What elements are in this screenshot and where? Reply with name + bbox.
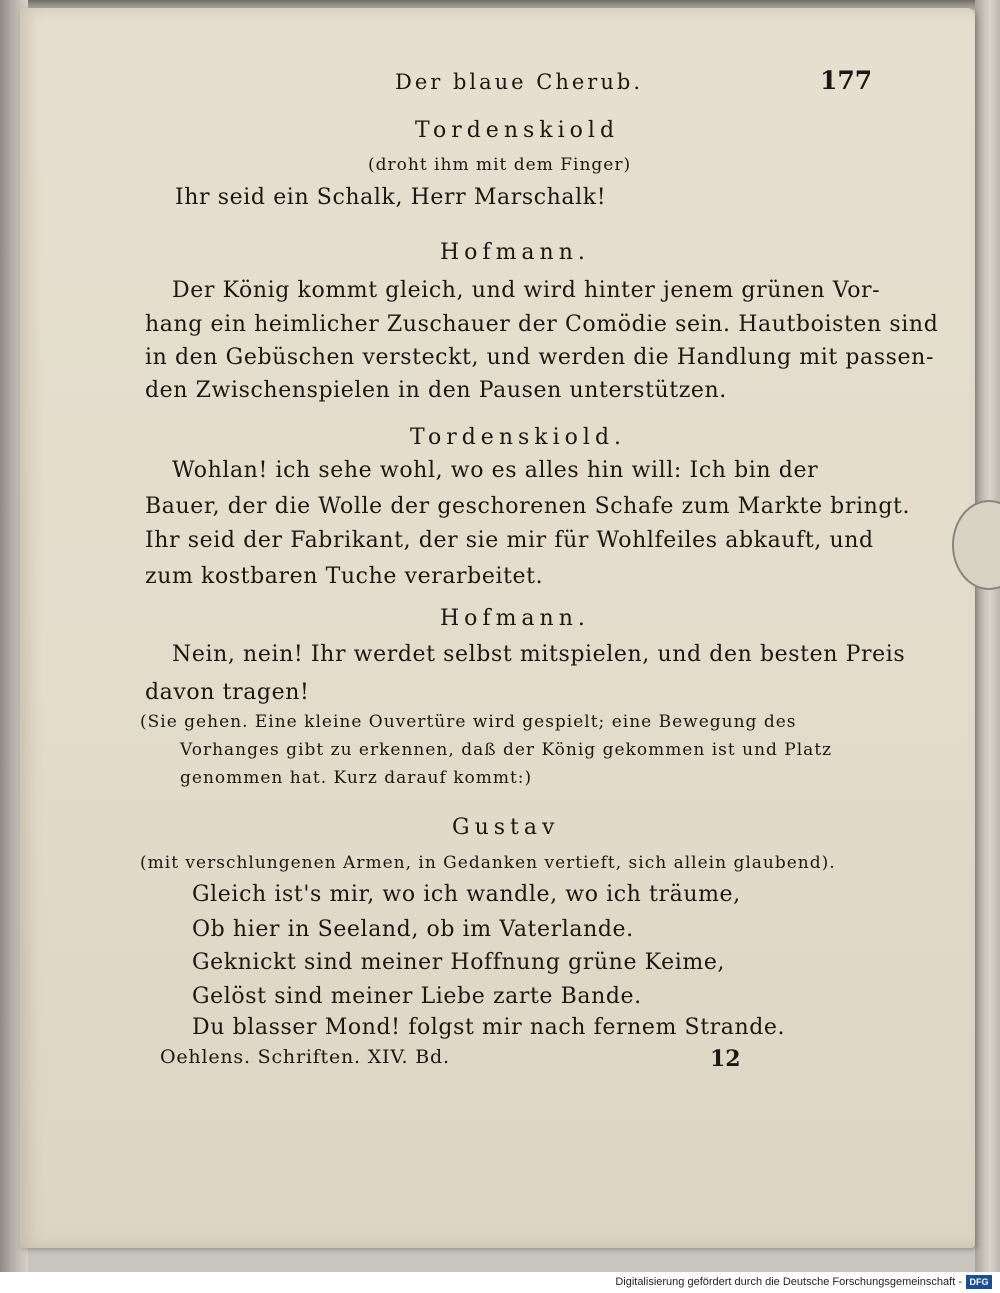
sheet-number: 12	[710, 1046, 741, 1072]
dialogue-line: Wohlan! ich sehe wohl, wo es alles hin will: Ich bin der	[172, 458, 819, 483]
verse-line: Du blasser Mond! folgst mir nach fernem Strande.	[192, 1015, 786, 1040]
dialogue-line: davon tragen!	[145, 680, 310, 705]
page-number: 177	[820, 66, 873, 95]
verse-line: Gelöst sind meiner Liebe zarte Bande.	[192, 984, 642, 1009]
stage-direction: (Sie gehen. Eine kleine Ouvertüre wird gespielt; eine Bewegung des	[140, 712, 797, 732]
speaker-name: Hofmann.	[440, 240, 590, 265]
verse-line: Gleich ist's mir, wo ich wandle, wo ich träume,	[192, 882, 741, 907]
footer-signature: Oehlens. Schriften. XIV. Bd.	[160, 1046, 450, 1068]
dialogue-line: hang ein heimlicher Zuschauer der Comödie sein. Hautboisten sind	[145, 312, 939, 337]
dialogue-line: Bauer, der die Wolle der geschorenen Schafe zum Markte bringt.	[145, 494, 911, 519]
stage-direction: (droht ihm mit dem Finger)	[368, 155, 632, 175]
running-head: Der blaue Cherub.	[395, 70, 643, 94]
dialogue-line: zum kostbaren Tuche verarbeitet.	[145, 564, 544, 589]
stage-direction: (mit verschlungenen Armen, in Gedanken vertieft, sich allein glaubend).	[140, 853, 836, 873]
dialogue-line: in den Gebüschen versteckt, und werden die Handlung mit passen-	[145, 345, 934, 370]
speaker-name: Tordenskiold	[415, 118, 620, 143]
dialogue-line: Ihr seid ein Schalk, Herr Marschalk!	[175, 185, 607, 210]
dfg-logo: DFG	[966, 1275, 992, 1289]
stage-direction: genommen hat. Kurz darauf kommt:)	[180, 768, 533, 788]
book-fore-edge	[975, 0, 1000, 1272]
dialogue-line: Ihr seid der Fabrikant, der sie mir für Wohlfeiles abkauft, und	[145, 528, 874, 553]
verse-line: Ob hier in Seeland, ob im Vaterlande.	[192, 917, 634, 942]
funding-credit: Digitalisierung gefördert durch die Deutsche Forschungsgemeinschaft -	[615, 1276, 962, 1288]
speaker-name: Gustav	[452, 815, 560, 840]
dialogue-line: Nein, nein! Ihr werdet selbst mitspielen, und den besten Preis	[172, 642, 906, 667]
verse-line: Geknickt sind meiner Hoffnung grüne Keime,	[192, 950, 726, 975]
dialogue-line: den Zwischenspielen in den Pausen unterstützen.	[145, 378, 727, 403]
stage-direction: Vorhanges gibt zu erkennen, daß der König gekommen ist und Platz	[180, 740, 833, 760]
speaker-name: Hofmann.	[440, 606, 590, 631]
speaker-name: Tordenskiold.	[410, 425, 627, 450]
dialogue-line: Der König kommt gleich, und wird hinter jenem grünen Vor-	[172, 278, 881, 303]
